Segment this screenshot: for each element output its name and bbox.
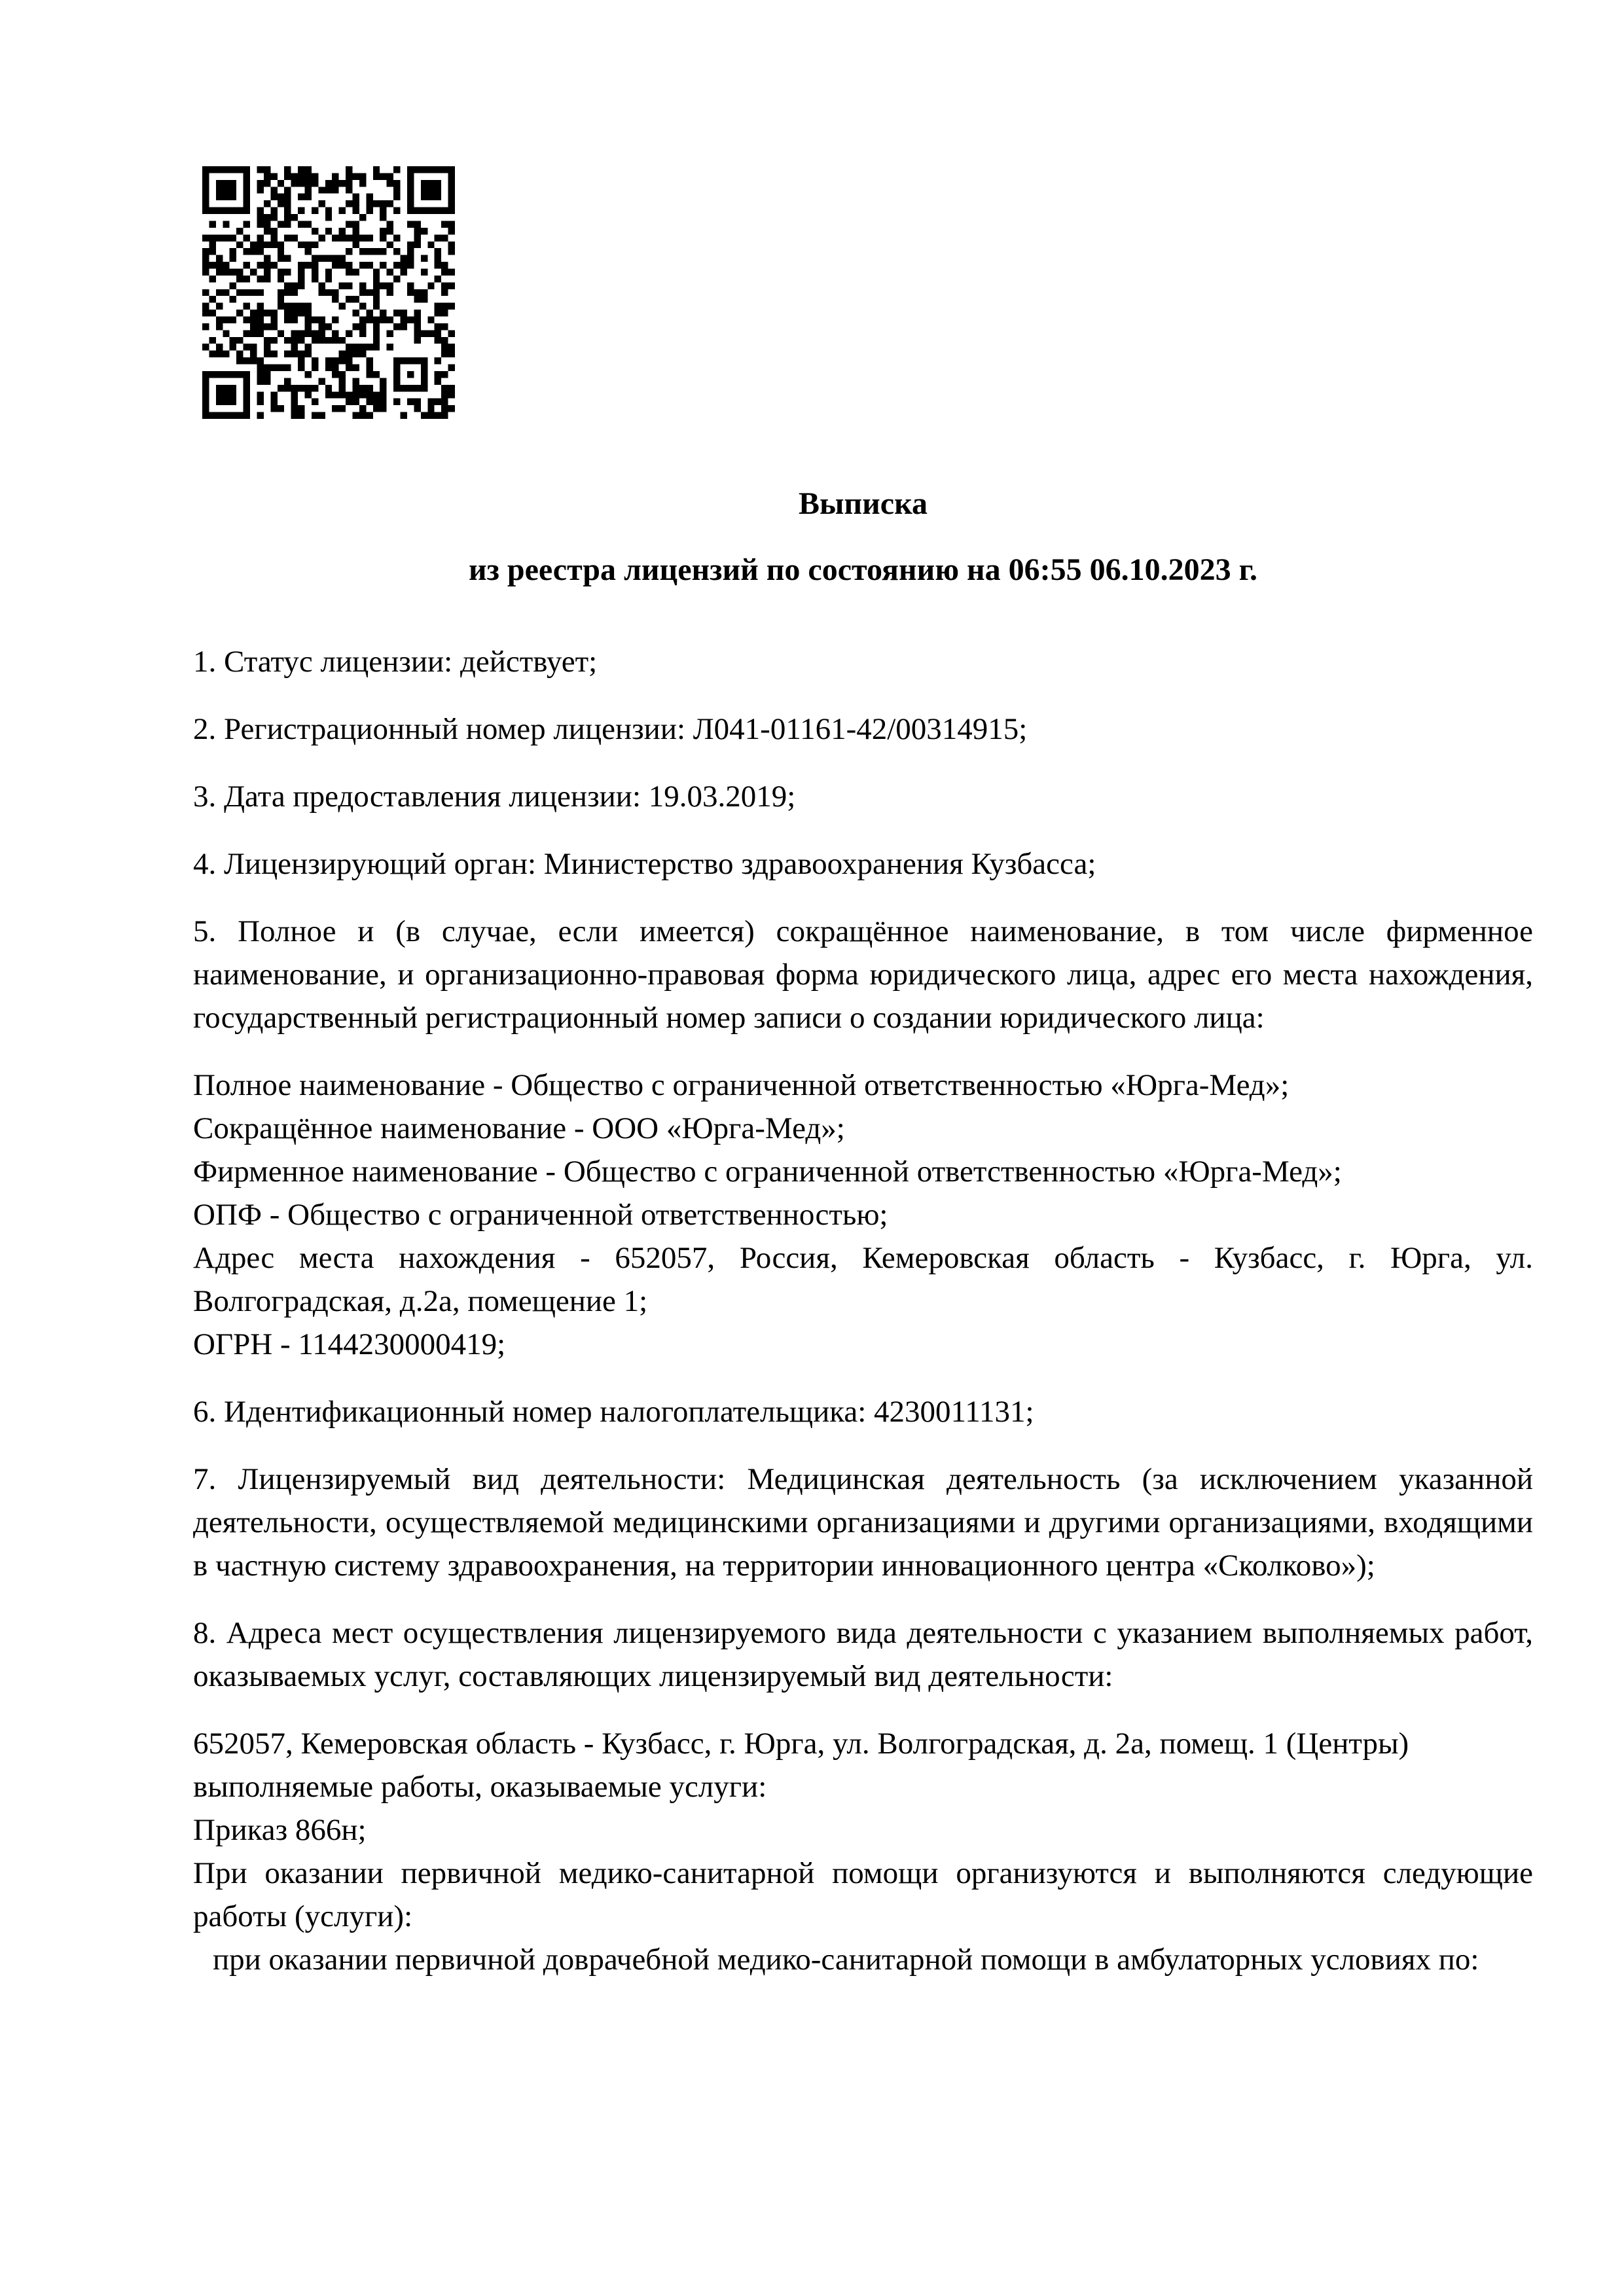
legal-entity-block (193, 1064, 1533, 1366)
legal-address: Адрес места нахождения - 652057, Россия, Кемеровская область - Кузбасс, г. Юрга, ул. Волгоградская, д.2а, помещение 1; (193, 1241, 1533, 1318)
firm-name: Фирменное наименование - Общество с ограниченной ответственностью «Юрга-Мед»; (193, 1155, 1342, 1189)
qr-code-icon (202, 166, 455, 419)
license-reg-number: 2. Регистрационный номер лицензии: Л041-01161-42/00314915; (193, 712, 1028, 746)
item-5-paragraph: 5. Полное и (в случае, если имеется) сокращённое наименование, в том числе фирменное наименование, и организационно-правовая форма юридического лица, адрес его места нахождения, государственный регистрационный номер записи о создании юридического лица: (193, 914, 1533, 1035)
license-date: 3. Дата предоставления лицензии: 19.03.2019; (193, 780, 796, 814)
primary-care-works: При оказании первичной медико-санитарной помощи организуются и выполняются следующие работы (услуги): (193, 1856, 1533, 1933)
item-8-paragraph: 8. Адреса мест осуществления лицензируемого вида деятельности с указанием выполняемых работ, оказываемых услуг, составляющих лицензируемый вид деятельности: (193, 1616, 1533, 1693)
activity-place-block (193, 1722, 1533, 1981)
opf: ОПФ - Общество с ограниченной ответственностью; (193, 1198, 888, 1232)
full-name: Полное наименование - Общество с ограниченной ответственностью «Юрга-Мед»; (193, 1068, 1290, 1102)
license-status: 1. Статус лицензии: действует; (193, 645, 598, 679)
order-reference: Приказ 866н; (193, 1813, 367, 1847)
document-title: Выписка (798, 486, 928, 521)
inn: 6. Идентификационный номер налогоплательщика: 4230011131; (193, 1395, 1034, 1429)
short-name: Сокращённое наименование - ООО «Юрга-Мед»; (193, 1111, 845, 1145)
licensed-activity: 7. Лицензируемый вид деятельности: Медицинская деятельность (за исключением указанной деятельности, осуществляемой медицинскими организациями и другими организациями, входящими в частную систему здравоохранения, на территории инновационного центра «Сколково»); (193, 1462, 1533, 1583)
document-subtitle: из реестра лицензий по состоянию на 06:55 06.10.2023 г. (468, 552, 1258, 587)
document-body (193, 640, 1533, 2005)
works-label: выполняемые работы, оказываемые услуги: (193, 1770, 767, 1804)
prevrach-care-works: при оказании первичной доврачебной медико-санитарной помощи в амбулаторных условиях по: (213, 1943, 1479, 1977)
licensing-authority: 4. Лицензирующий орган: Министерство здравоохранения Кузбасса; (193, 847, 1096, 881)
ogrn: ОГРН - 1144230000419; (193, 1327, 506, 1361)
place-address: 652057, Кемеровская область - Кузбасс, г. Юрга, ул. Волгоградская, д. 2а, помещ. 1 (Центры) (193, 1727, 1409, 1761)
